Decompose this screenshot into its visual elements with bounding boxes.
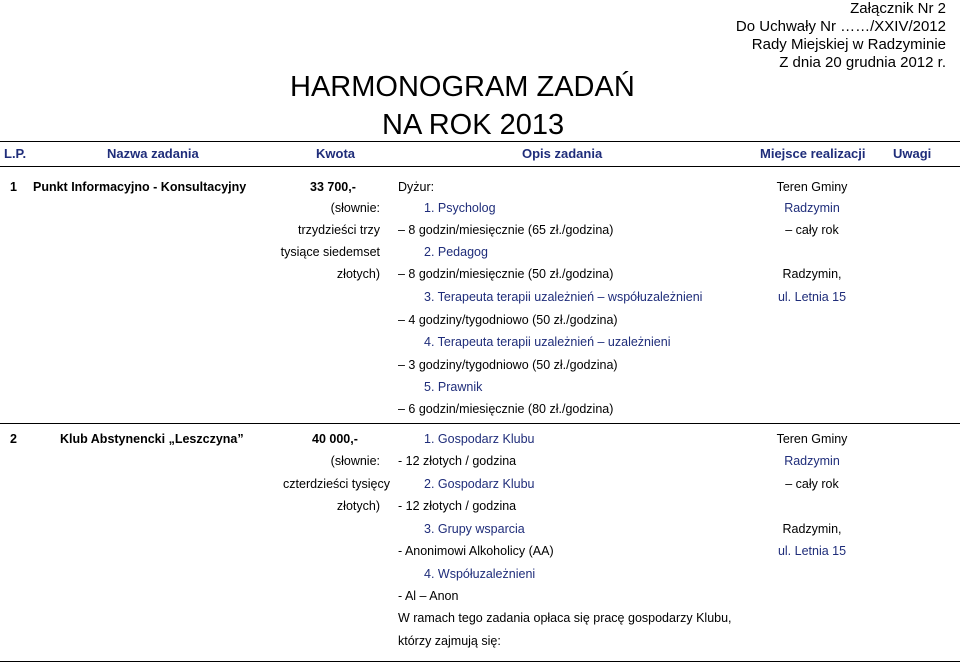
description-line: – 4 godziny/tygodniowo (50 zł./godzina) [398, 313, 618, 327]
header-notes: Uwagi [893, 146, 932, 161]
amount-words: (słownie: [330, 201, 380, 215]
location-line: – cały rok [785, 223, 839, 237]
location-line: Radzymin [784, 454, 840, 468]
table-rule [0, 141, 960, 142]
location-line: Radzymin, [782, 522, 842, 536]
row-number: 1 [10, 180, 17, 194]
amount-words: czterdzieści tysięcy [283, 477, 390, 491]
header-lp: L.P. [4, 146, 27, 161]
description-line: W ramach tego zadania opłaca się pracę gospodarzy Klubu, [398, 611, 732, 625]
description-line: – 6 godzin/miesięcznie (80 zł./godzina) [398, 402, 614, 416]
annex-line: Z dnia 20 grudnia 2012 r. [779, 54, 946, 71]
description-line: – 3 godziny/tygodniowo (50 zł./godzina) [398, 358, 618, 372]
location-line: ul. Letnia 15 [777, 544, 847, 558]
amount-value: 40 000,- [312, 432, 358, 446]
location-line: Radzymin [784, 201, 840, 215]
table-rule [0, 166, 960, 167]
description-line: 2. Pedagog [424, 245, 488, 259]
amount-words: trzydzieści trzy [298, 223, 380, 237]
description-line: – 8 godzin/miesięcznie (65 zł./godzina) [398, 223, 614, 237]
header-location: Miejsce realizacji [760, 146, 866, 161]
location-line: Teren Gminy [776, 180, 848, 194]
description-line: 4. Terapeuta terapii uzależnień – uzależnieni [424, 335, 671, 349]
description-line: którzy zajmują się: [398, 634, 501, 648]
title-line-2: NA ROK 2013 [382, 109, 565, 141]
description-line: – 8 godzin/miesięcznie (50 zł./godzina) [398, 267, 614, 281]
location-line: – cały rok [785, 477, 839, 491]
task-name: Punkt Informacyjno - Konsultacyjny [33, 180, 247, 194]
location-line: Radzymin, [782, 267, 842, 281]
header-amount: Kwota [316, 146, 355, 161]
description-line: - 12 złotych / godzina [398, 454, 517, 468]
description-line: - Al – Anon [398, 589, 459, 603]
description-line: 4. Współuzależnieni [424, 567, 536, 581]
header-task-name: Nazwa zadania [107, 146, 199, 161]
annex-header [736, 0, 946, 72]
description-line: Dyżur: [398, 180, 435, 194]
description-line: - Anonimowi Alkoholicy (AA) [398, 544, 554, 558]
description-line: 3. Terapeuta terapii uzależnień – współuzależnieni [424, 290, 703, 304]
title-line-1: HARMONOGRAM ZADAŃ [290, 71, 635, 103]
amount-words: złotych) [336, 499, 380, 513]
description-line: 2. Gospodarz Klubu [424, 477, 535, 491]
description-line: 1. Psycholog [424, 201, 496, 215]
description-line: 5. Prawnik [424, 380, 483, 394]
amount-words: (słownie: [330, 454, 380, 468]
description-line: - 12 złotych / godzina [398, 499, 517, 513]
annex-line: Rady Miejskiej w Radzyminie [751, 36, 946, 53]
description-line: 3. Grupy wsparcia [424, 522, 525, 536]
annex-line: Do Uchwały Nr ……/XXIV/2012 [735, 18, 946, 35]
location-line: ul. Letnia 15 [777, 290, 847, 304]
amount-words: złotych) [336, 267, 380, 281]
task-name: Klub Abstynencki „Leszczyna” [60, 432, 244, 446]
row-number: 2 [10, 432, 17, 446]
description-line: 1. Gospodarz Klubu [424, 432, 535, 446]
amount-words: tysiące siedemset [280, 245, 380, 259]
table-rule [0, 423, 960, 424]
annex-line: Załącznik Nr 2 [850, 0, 946, 17]
header-description: Opis zadania [522, 146, 603, 161]
location-line: Teren Gminy [776, 432, 848, 446]
amount-value: 33 700,- [310, 180, 356, 194]
